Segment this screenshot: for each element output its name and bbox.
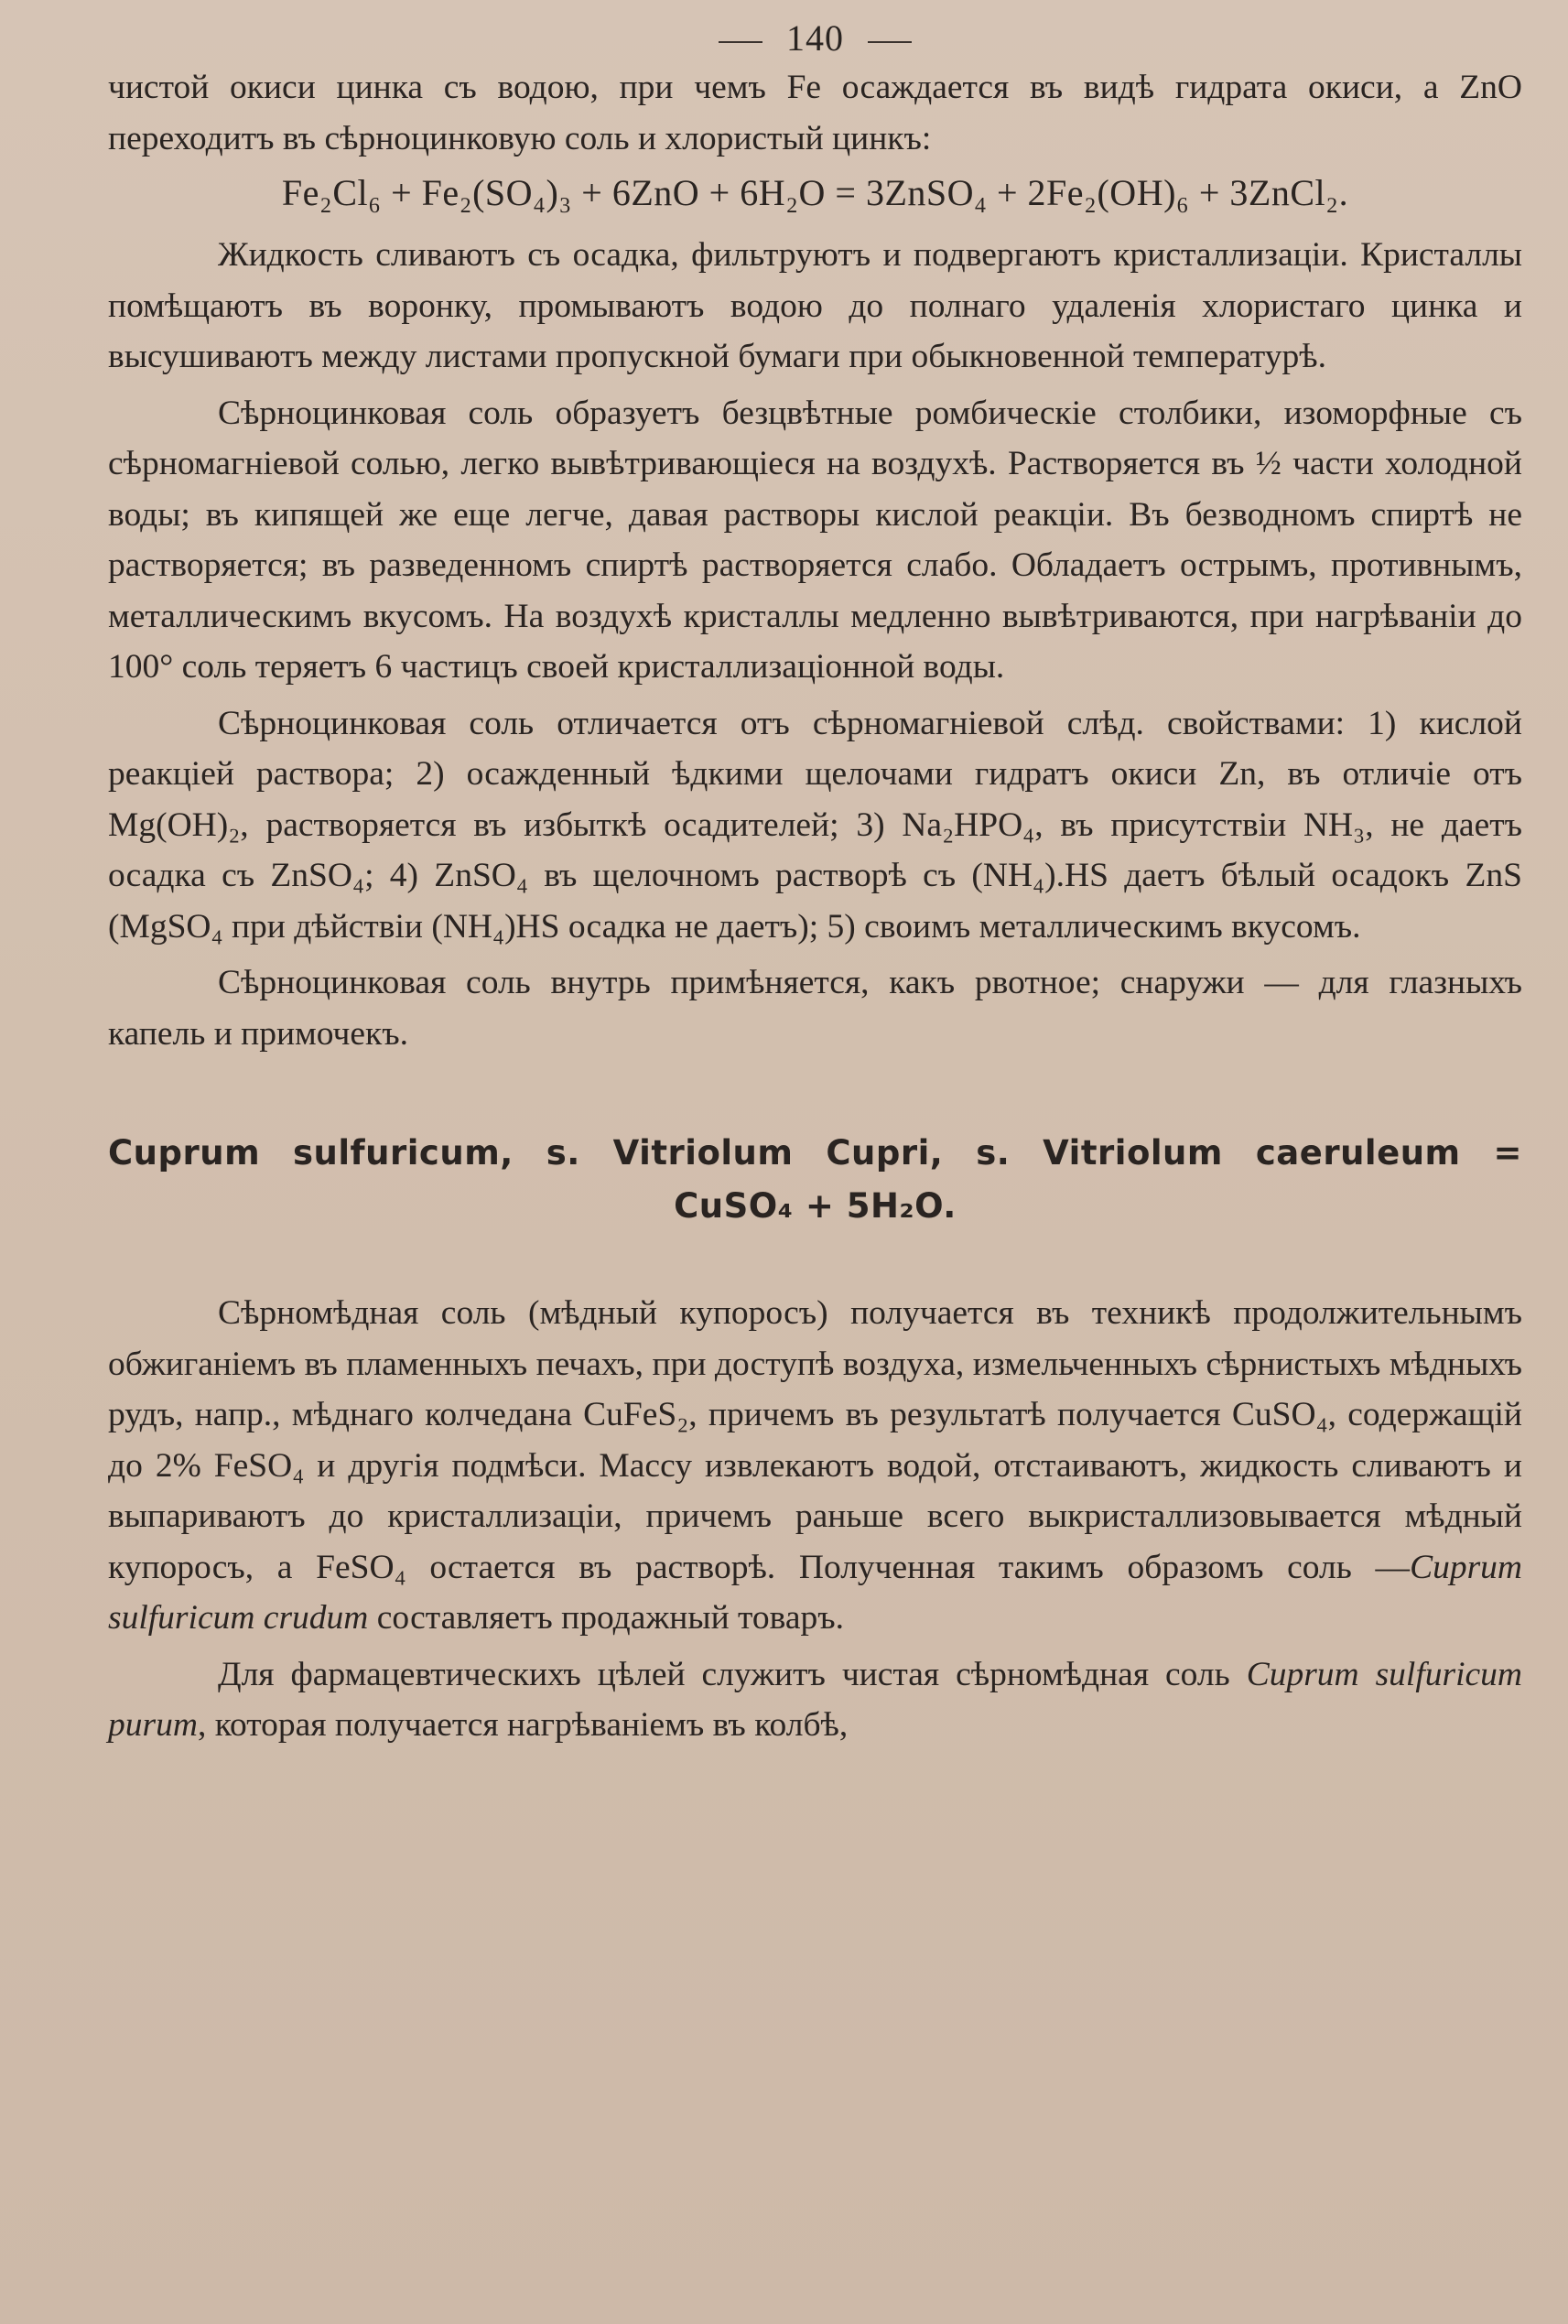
paragraph-crystallization: Жидкость сливаютъ съ осадка, фильтруютъ и подвергаютъ кристаллизаціи. Кристаллы помѣщаютъ въ воронку, промываютъ водою до полнаго удаленія хлористаго цинка и высушиваютъ между листами пропускной бумаги при обыкновенной температурѣ. — [108, 236, 1522, 375]
paragraph-distinctions: Сѣрноцинковая соль отличается отъ сѣрномагніевой слѣд. свойствами: 1) кислой реакціей раствора; 2) осажденный ѣдкими щелочами гидратъ окиси Zn, въ отличіе отъ Mg(OH)₂, растворяется въ избыткѣ осадителей; 3) Na₂HPO₄, въ присутствіи NH₃, не даетъ осадка съ ZnSO₄; 4) ZnSO₄ въ щелочномъ растворѣ съ (NH₄).HS даетъ бѣлый осадокъ ZnS (MgSO₄ при дѣйствіи (NH₄)HS осадка не даетъ); 5) своимъ металлическимъ вкусомъ. — [108, 704, 1522, 946]
pharma-text-end: , которая получается нагрѣваніемъ въ колбѣ, — [197, 1706, 849, 1744]
production-text-end: составляетъ продажный товаръ. — [376, 1599, 845, 1637]
dash-right — [868, 41, 912, 43]
paragraph-usage: Сѣрноцинковая соль внутрь примѣняется, какъ рвотное; снаружи — для глазныхъ капель и примочекъ. — [108, 964, 1522, 1053]
page-number: 140 — [786, 17, 844, 59]
paragraph-pharmaceutical — [108, 1649, 1522, 1751]
production-text: Сѣрномѣдная соль (мѣдный купоросъ) получается въ техникѣ продолжительнымъ обжиганіемъ въ пламенныхъ печахъ, при доступѣ воздуха, измельченныхъ сѣрнистыхъ мѣдныхъ рудъ, напр., мѣднаго колчедана CuFeS₂, причемъ въ результатѣ получается CuSO₄, содержащій до 2% FeSO₄ и другія подмѣси. Массу извлекаютъ водой, отстаиваютъ, жидкость сливаютъ и выпариваютъ до кристаллизаціи, причемъ раньше всего выкристаллизовывается мѣдный купоросъ, а FeSO₄ остается въ растворѣ. Полученная такимъ образомъ соль — — [108, 1294, 1522, 1586]
section-heading — [108, 1127, 1522, 1233]
paragraph-continuation: чистой окиси цинка съ водою, при чемъ Fe осаждается въ видѣ гидрата окиси, а ZnO переходитъ въ сѣрноцинковую соль и хлористый цинкъ: — [108, 69, 1522, 157]
paragraph-properties: Сѣрноцинковая соль образуетъ безцвѣтные ромбическіе столбики, изоморфные съ сѣрномагніевой солью, легко вывѣтривающіеся на воздухѣ. Растворяется въ ½ части холодной воды; въ кипящей же еще легче, давая растворы кислой реакціи. Въ безводномъ спиртѣ не растворяется; въ разведенномъ спиртѣ растворяется слабо. Обладаетъ острымъ, противнымъ, металлическимъ вкусомъ. На воздухѣ кристаллы медленно вывѣтриваются, при нагрѣваніи до 100° соль теряетъ 6 частицъ своей кристаллизаціонной воды. — [108, 394, 1522, 686]
page-number-header — [108, 0, 1522, 62]
chemical-equation: Fe₂Cl₆ + Fe₂(SO₄)₃ + 6ZnO + 6H₂O = 3ZnSO₄ + 2Fe₂(OH)₆ + 3ZnCl₂. — [281, 172, 1349, 213]
pharma-text: Для фармацевтическихъ цѣлей служитъ чистая сѣрномѣдная соль — [218, 1655, 1230, 1693]
heading-formula: CuSO₄ + 5H₂O. — [674, 1186, 957, 1226]
latin-name-crudum: Cuprum sulfuricum crudum — [108, 1548, 1522, 1637]
paragraph-production — [108, 1288, 1522, 1644]
dash-left — [719, 41, 762, 43]
heading-title: Cuprum sulfuricum, s. Vitriolum Cupri, s. Vitriolum caeruleum = — [108, 1133, 1522, 1173]
latin-name-purum: Cuprum sulfuricum purum — [108, 1655, 1523, 1744]
